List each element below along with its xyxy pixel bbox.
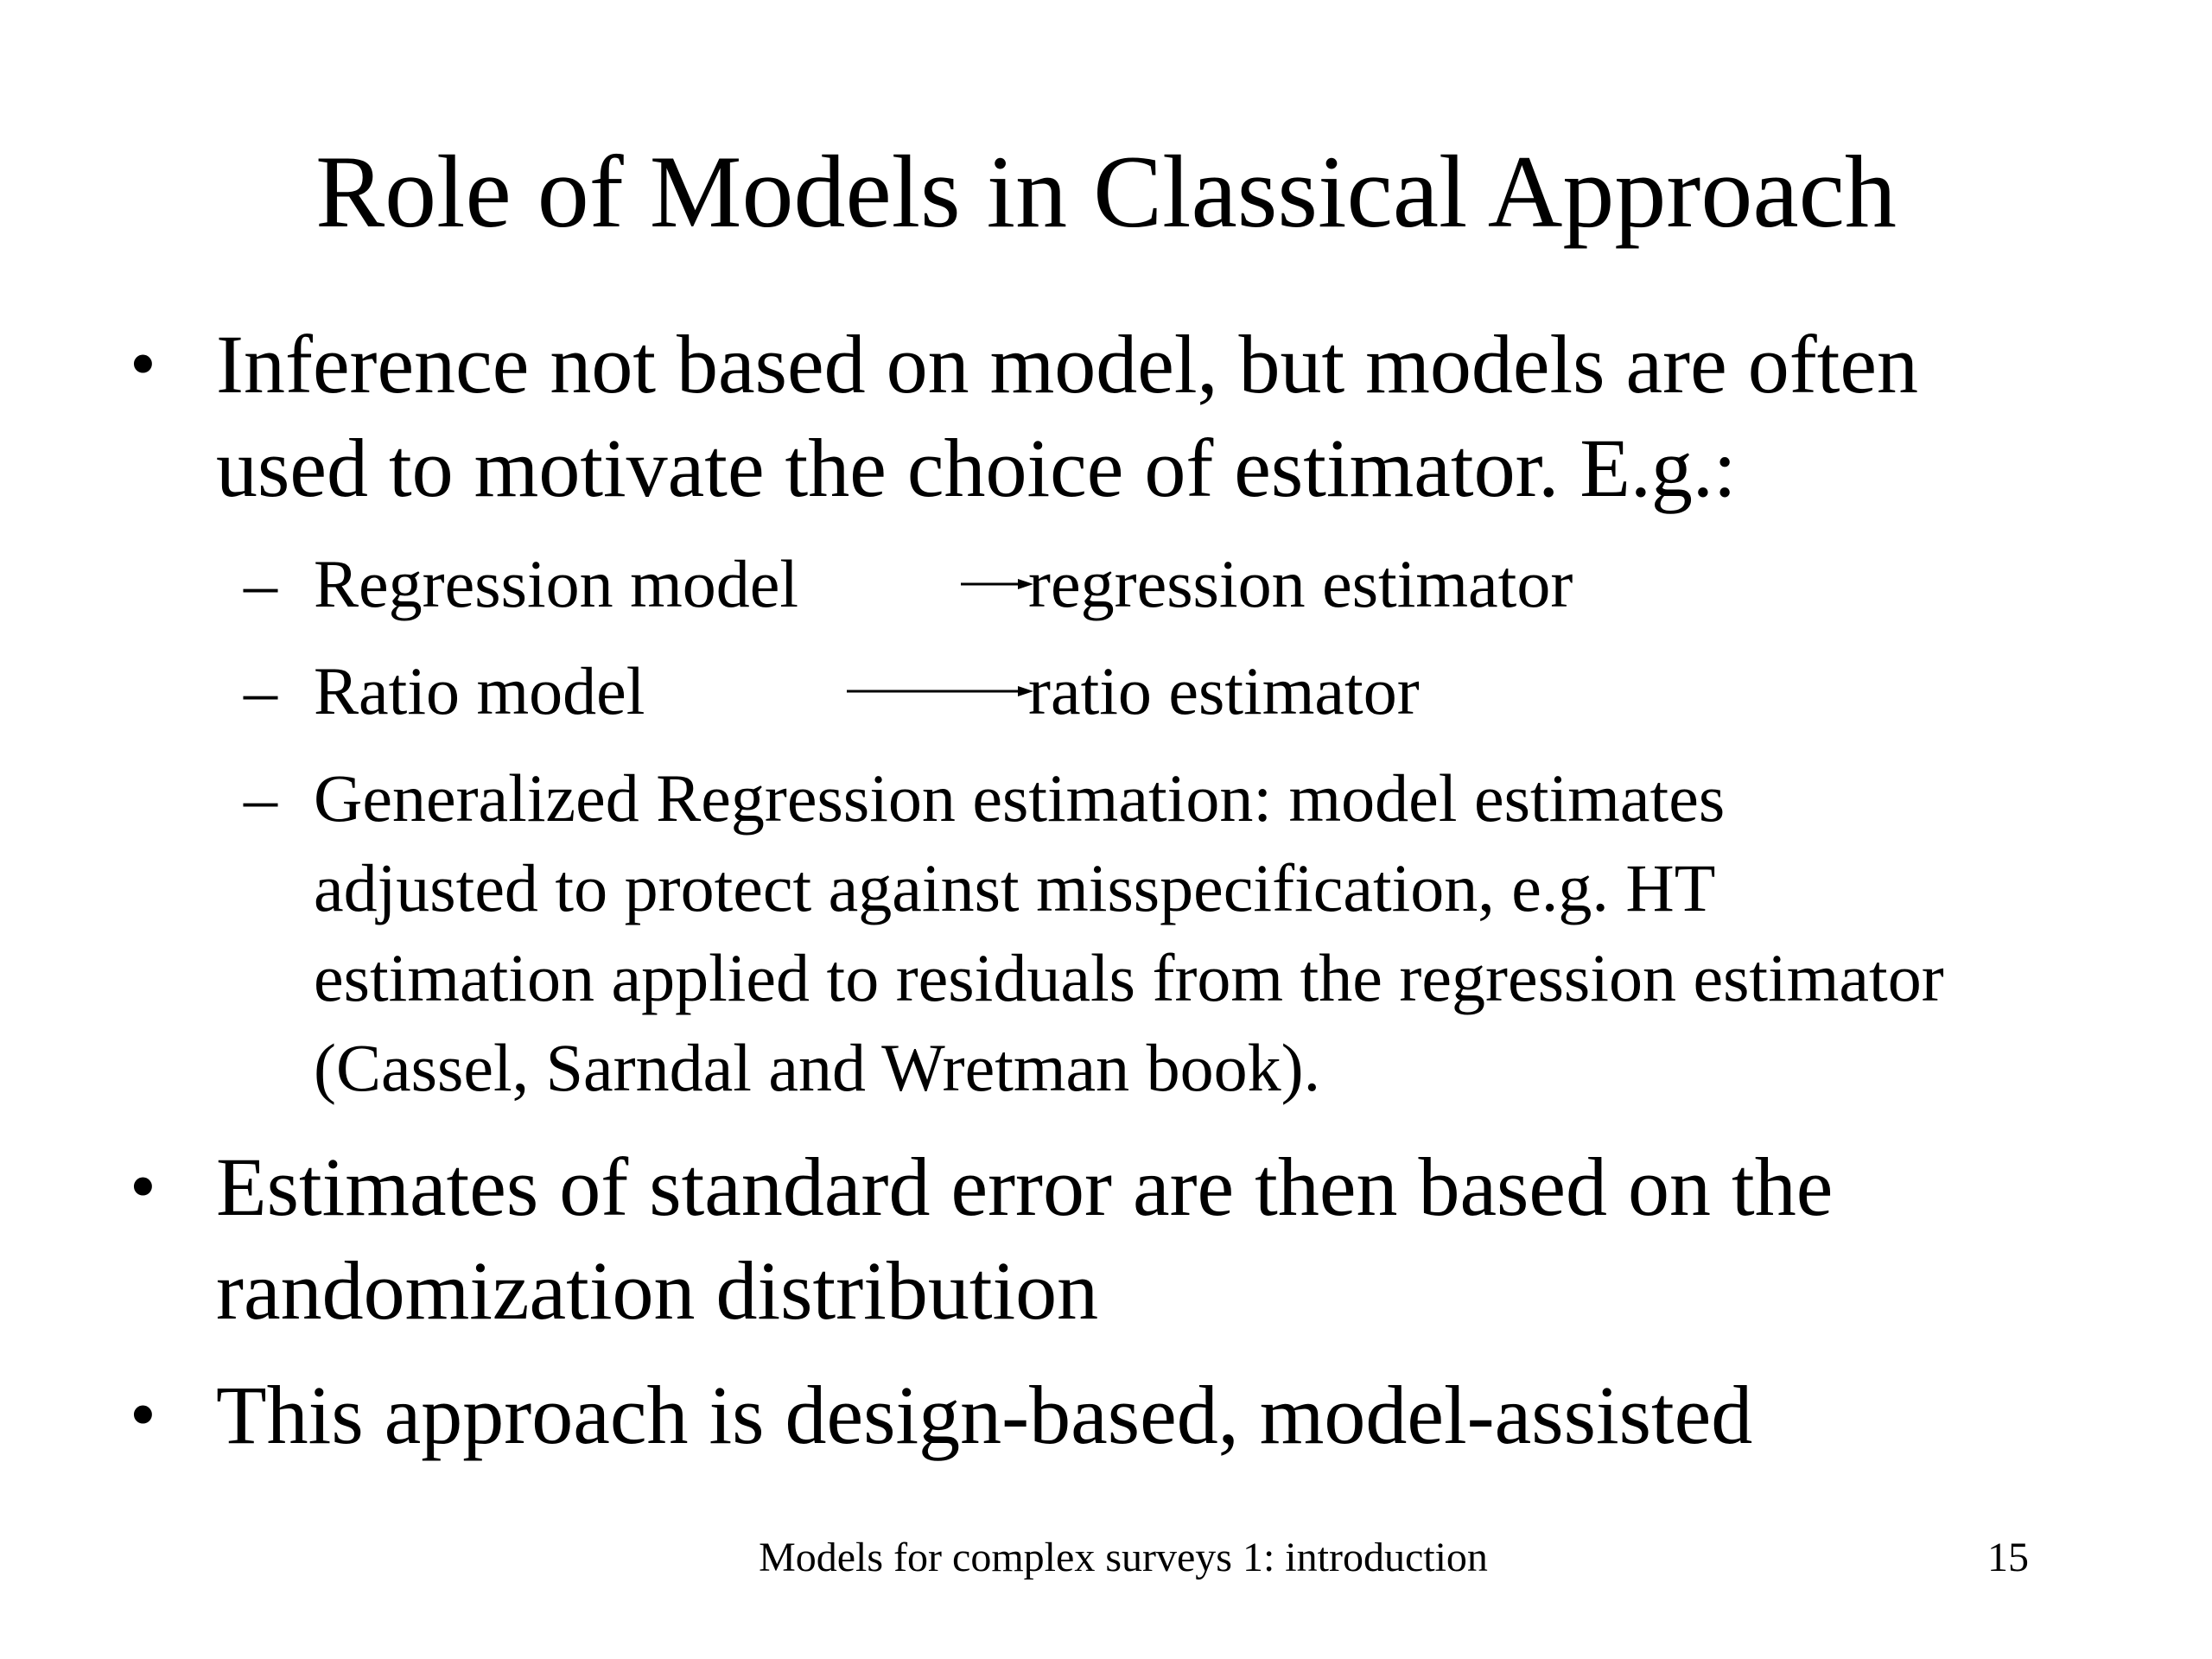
sub-item-left-label: Regression model (314, 546, 799, 621)
bullet-line: Inference not based on model, but models are often (216, 318, 1918, 410)
bullet-text (216, 1363, 1752, 1467)
sub-item-line: (Cassel, Sarndal and Wretman book). (314, 1030, 1321, 1105)
sub-item-right-label: ratio estimator (1028, 653, 1420, 728)
sub-marker: – (244, 546, 277, 621)
slide-title: Role of Models in Classical Approach (315, 134, 1897, 249)
bullet-text (216, 1135, 1833, 1343)
arrow-right-icon (847, 683, 1033, 700)
page-number: 15 (1987, 1535, 2029, 1580)
bullet-text (216, 313, 1918, 520)
sub-item-line: Generalized Regression estimation: model estimates (314, 760, 1726, 836)
sub-item-right-label: regression estimator (1028, 546, 1573, 621)
bullet-line: randomization distribution (216, 1244, 1099, 1337)
bullet-line: used to motivate the choice of estimator. E.g.: (216, 422, 1737, 514)
bullet-marker: • (130, 1373, 156, 1457)
arrow-right-icon (961, 575, 1033, 593)
bullet-line: This approach is design-based, model-assisted (216, 1369, 1753, 1461)
bullet-marker: • (130, 1145, 156, 1229)
sub-item-text (314, 753, 1944, 1113)
bullet-marker: • (130, 322, 156, 406)
footer-text: Models for complex surveys 1: introduction (759, 1535, 1488, 1580)
sub-marker: – (244, 760, 277, 836)
bullet-line: Estimates of standard error are then based on the (216, 1141, 1834, 1233)
sub-item-line: estimation applied to residuals from the regression estimator (314, 940, 1944, 1015)
sub-marker: – (244, 653, 277, 728)
sub-item-left-label: Ratio model (314, 653, 645, 728)
sub-item-line: adjusted to protect against misspecification, e.g. HT (314, 850, 1716, 925)
